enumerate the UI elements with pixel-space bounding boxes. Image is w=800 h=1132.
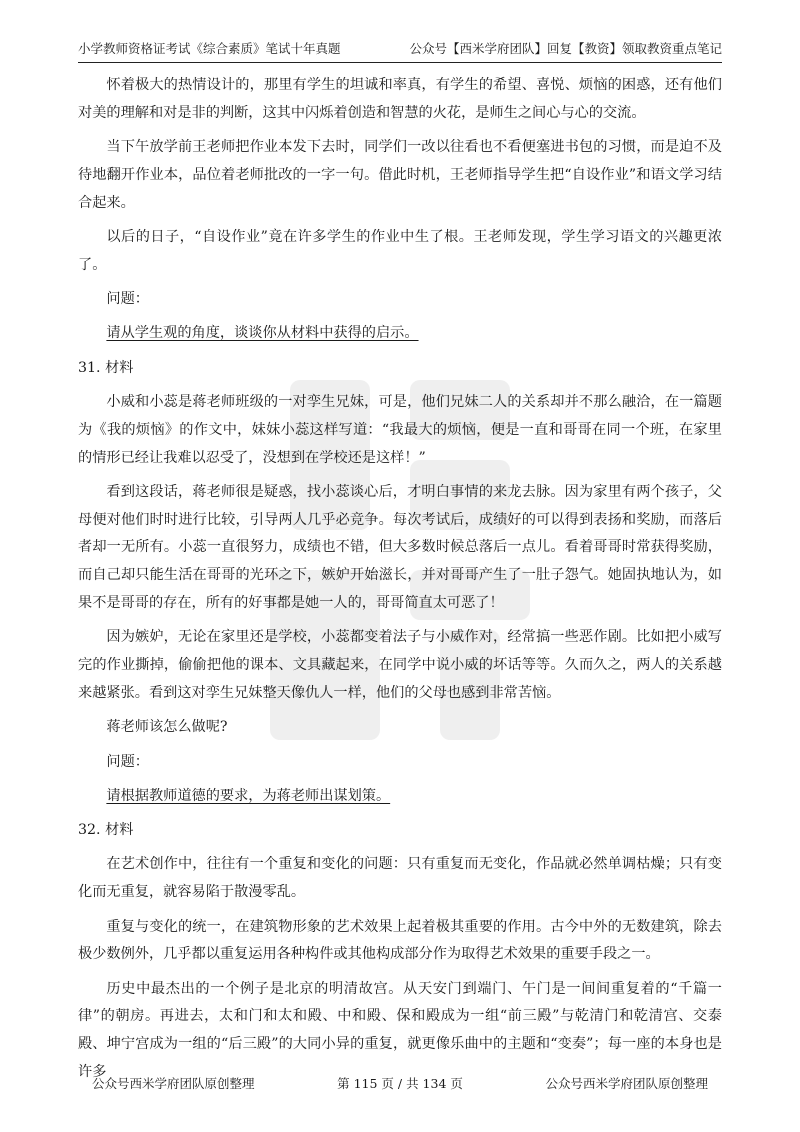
paragraph: 看到这段话，蒋老师很是疑惑，找小蕊谈心后，才明白事情的来龙去脉。因为家里有两个孩子，父母便对他们时时进行比较，引导两人几乎必竞争。每次考试后，成绩好的可以得到表扬和奖励，而落后者却一无所有。小蕊一直很努力，成绩也不错，但大多数时候总落后一点儿。看着哥哥时常获得奖励，而自己却只能生活在哥哥的光环之下，嫉妒开始滋长，并对哥哥产生了一肚子怨气。她固执地认为，如果不是哥哥的存在，所有的好事都是她一人的，哥哥简直太可恶了！ [78, 483, 722, 612]
question-label: 问题： [106, 291, 149, 308]
header-title: 小学教师资格证考试《综合素质》笔试十年真题 [78, 41, 341, 56]
section-heading: 32. 材料 [78, 822, 134, 839]
paragraph: 历史中最杰出的一个例子是北京的明清故宫。从天安门到端门、午门是一间间重复着的“千篇一律”的朝房。再进去，太和门和太和殿、中和殿、保和殿成为一组“前三殿”与乾清门和乾清宫、交泰殿、坤宁宫成为一组的“后三殿”的大同小异的重复，就更像乐曲中的主题和“变奏”；每一座的本身也是许多 [78, 980, 722, 1080]
header-promo: 公众号【西米学府团队】回复【教资】领取教资重点笔记 [409, 41, 722, 56]
paragraph: 重复与变化的统一，在建筑物形象的艺术效果上起着极其重要的作用。古今中外的无数建筑，除去极少数例外，几乎都以重复运用各种构件或其他构成部分作为取得艺术效果的重要手段之一。 [78, 918, 722, 963]
footer-left: 公众号西米学府团队原创整理 [92, 1076, 255, 1091]
paragraph: 小威和小蕊是蒋老师班级的一对孪生兄妹，可是，他们兄妹二人的关系却并不那么融洽，在一篇题为《我的烦恼》的作文中，妹妹小蕊这样写道：“我最大的烦恼，便是一直和哥哥在同一个班，在家里的情形已经让我难以忍受了，没想到在学校还是这样！” [78, 393, 722, 466]
question-text: 请从学生观的角度，谈谈你从材料中获得的启示。 [106, 325, 419, 342]
question-text: 请根据教师道德的要求，为蒋老师出谋划策。 [106, 787, 391, 804]
paragraph: 怀着极大的热情设计的，那里有学生的坦诚和率真，有学生的希望、喜悦、烦恼的困惑，还有他们对美的理解和对是非的判断，这其中闪烁着创造和智慧的火花，是师生之间心与心的交流。 [78, 77, 722, 121]
paragraph: 在艺术创作中，往往有一个重复和变化的问题：只有重复而无变化，作品就必然单调枯燥；只有变化而无重复，就容易陷于散漫零乱。 [78, 856, 722, 901]
paragraph: 当下午放学前王老师把作业本发下去时，同学们一改以往看也不看便塞进书包的习惯，而是迫不及待地翻开作业本，品位着老师批改的一字一句。借此时机，王老师指导学生把“自设作业”和语文学习结合起来。 [78, 139, 722, 211]
page-header [78, 36, 722, 63]
paragraph: 蒋老师该怎么做呢? [106, 719, 228, 736]
paragraph: 因为嫉妒，无论在家里还是学校，小蕊都变着法子与小威作对，经常搞一些恶作剧。比如把小威写完的作业撕掉，偷偷把他的课本、文具藏起来，在同学中说小威的坏话等等。久而久之，两人的关系越来越紧张。看到这对孪生兄妹整天像仇人一样，他们的父母也感到非常苦恼。 [78, 629, 722, 701]
section-heading: 31. 材料 [78, 359, 134, 376]
page-number: 第 115 页 / 共 134 页 [337, 1076, 463, 1091]
page-footer [78, 1074, 722, 1094]
question-label: 问题： [106, 753, 149, 770]
paragraph: 以后的日子，“自设作业”竟在许多学生的作业中生了根。王老师发现，学生学习语文的兴趣更浓了。 [78, 228, 722, 273]
document-body [78, 72, 722, 1093]
footer-right: 公众号西米学府团队原创整理 [545, 1076, 708, 1091]
